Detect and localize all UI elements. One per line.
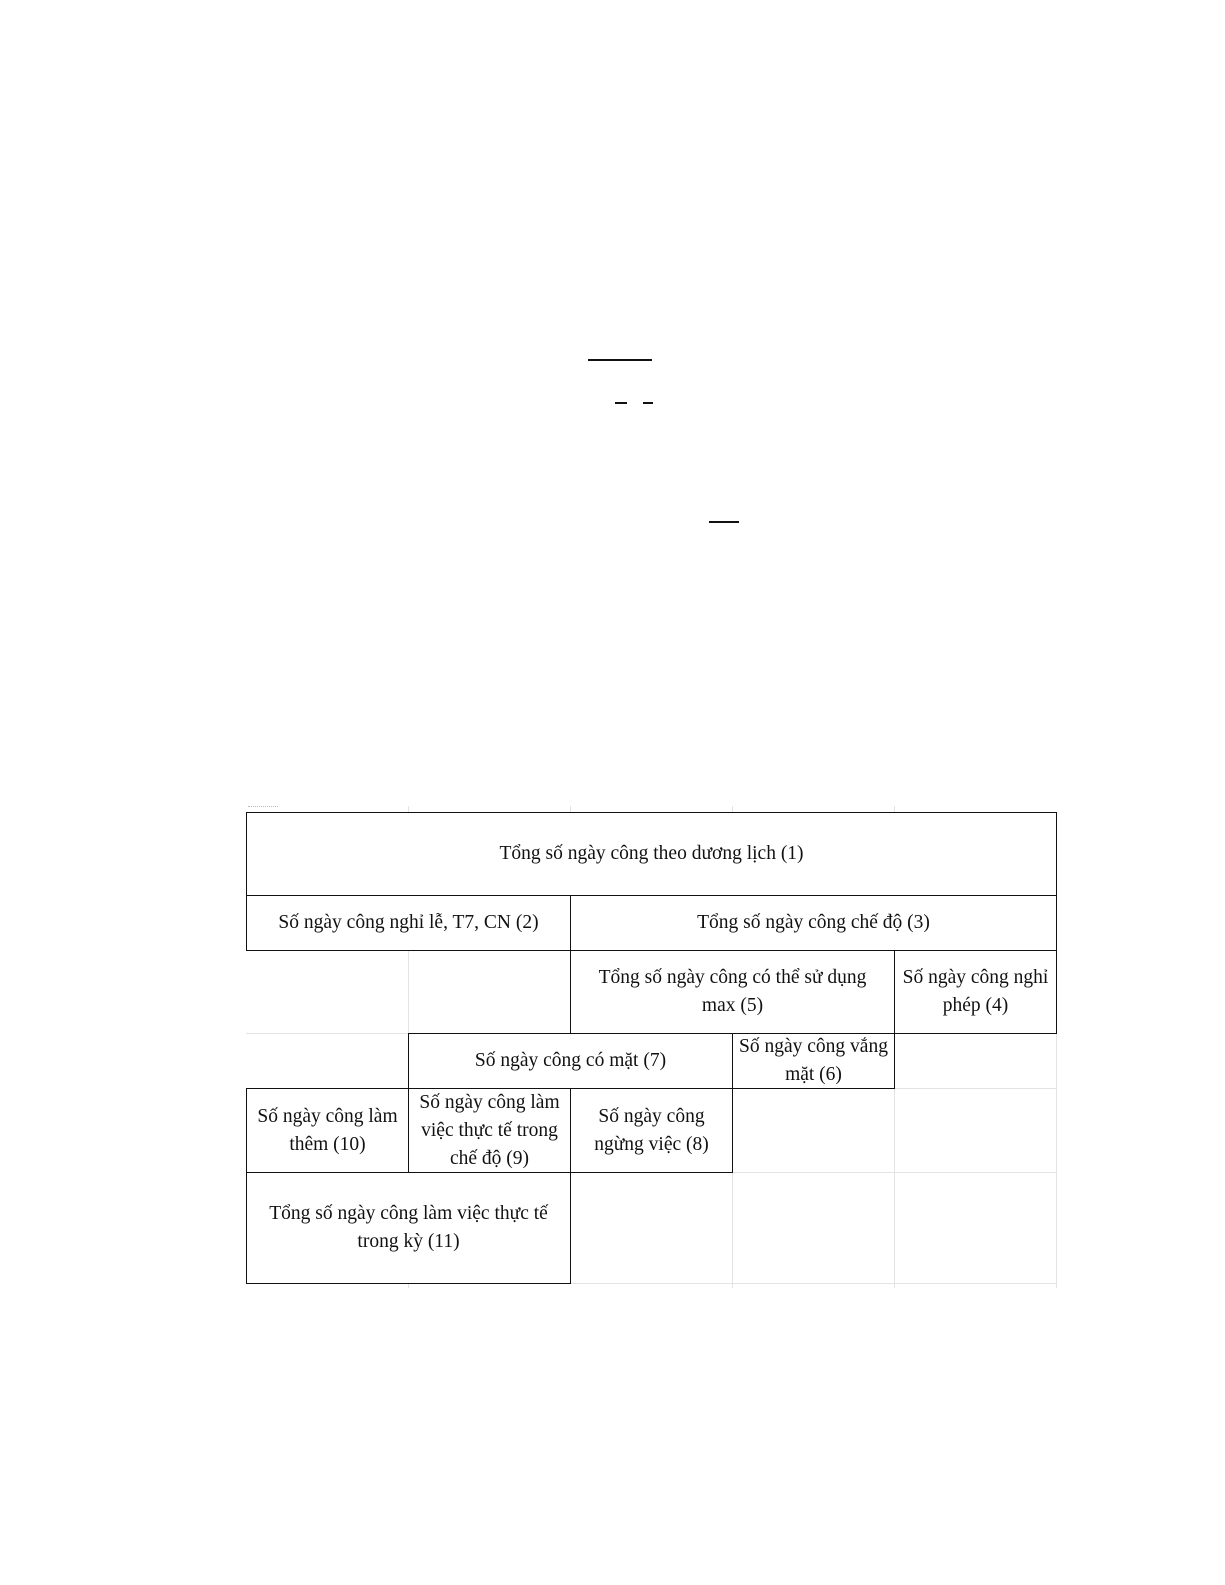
cell-text: Số ngày công làm [419, 1091, 560, 1113]
cell-stoppage-days [570, 1088, 733, 1173]
cell-total-calendar-days [246, 812, 1057, 896]
cell-holiday-weekend-days [246, 895, 571, 951]
cell-text: thêm (10) [289, 1133, 366, 1155]
fraction-bar [643, 402, 653, 404]
cell-text: việc thực tế trong [421, 1119, 558, 1141]
cell-text: Tổng số ngày công chế độ (3) [697, 912, 930, 933]
fraction-bar [709, 521, 739, 523]
cell-overtime-days [246, 1088, 409, 1173]
fraction-bar [615, 402, 627, 404]
cell-text: Số ngày công có mặt (7) [474, 1050, 667, 1071]
cell-text: Tổng số ngày công làm việc thực tế [269, 1203, 548, 1224]
cell-text: Số ngày công nghỉ [902, 967, 1049, 988]
cell-text: ngừng việc (8) [594, 1133, 709, 1155]
cell-actual-regime-work-days [408, 1088, 571, 1173]
grid-corner-mark [248, 806, 278, 811]
cell-present-days [408, 1033, 733, 1089]
cell-leave-days [894, 950, 1057, 1034]
cell-text: Số ngày công vắng [739, 1036, 888, 1057]
cell-text: mặt (6) [785, 1064, 842, 1085]
cell-max-usable-days [570, 950, 895, 1034]
cell-text: Số ngày công nghỉ lễ, T7, CN (2) [278, 912, 539, 933]
cell-text: Số ngày công [598, 1105, 705, 1127]
cell-text: chế độ (9) [449, 1147, 530, 1169]
cell-text: trong kỳ (11) [357, 1231, 460, 1252]
cell-text: Tổng số ngày công theo dương lịch (1) [499, 843, 804, 864]
cell-text: max (5) [701, 995, 764, 1016]
fraction-bar [588, 359, 652, 361]
cell-absent-days [732, 1033, 895, 1089]
cell-total-actual-work-days [246, 1172, 571, 1284]
cell-text: phép (4) [942, 995, 1009, 1016]
cell-text: Tổng số ngày công có thể sử dụng [598, 967, 867, 988]
cell-text: Số ngày công làm [257, 1105, 398, 1127]
cell-total-regime-days [570, 895, 1057, 951]
